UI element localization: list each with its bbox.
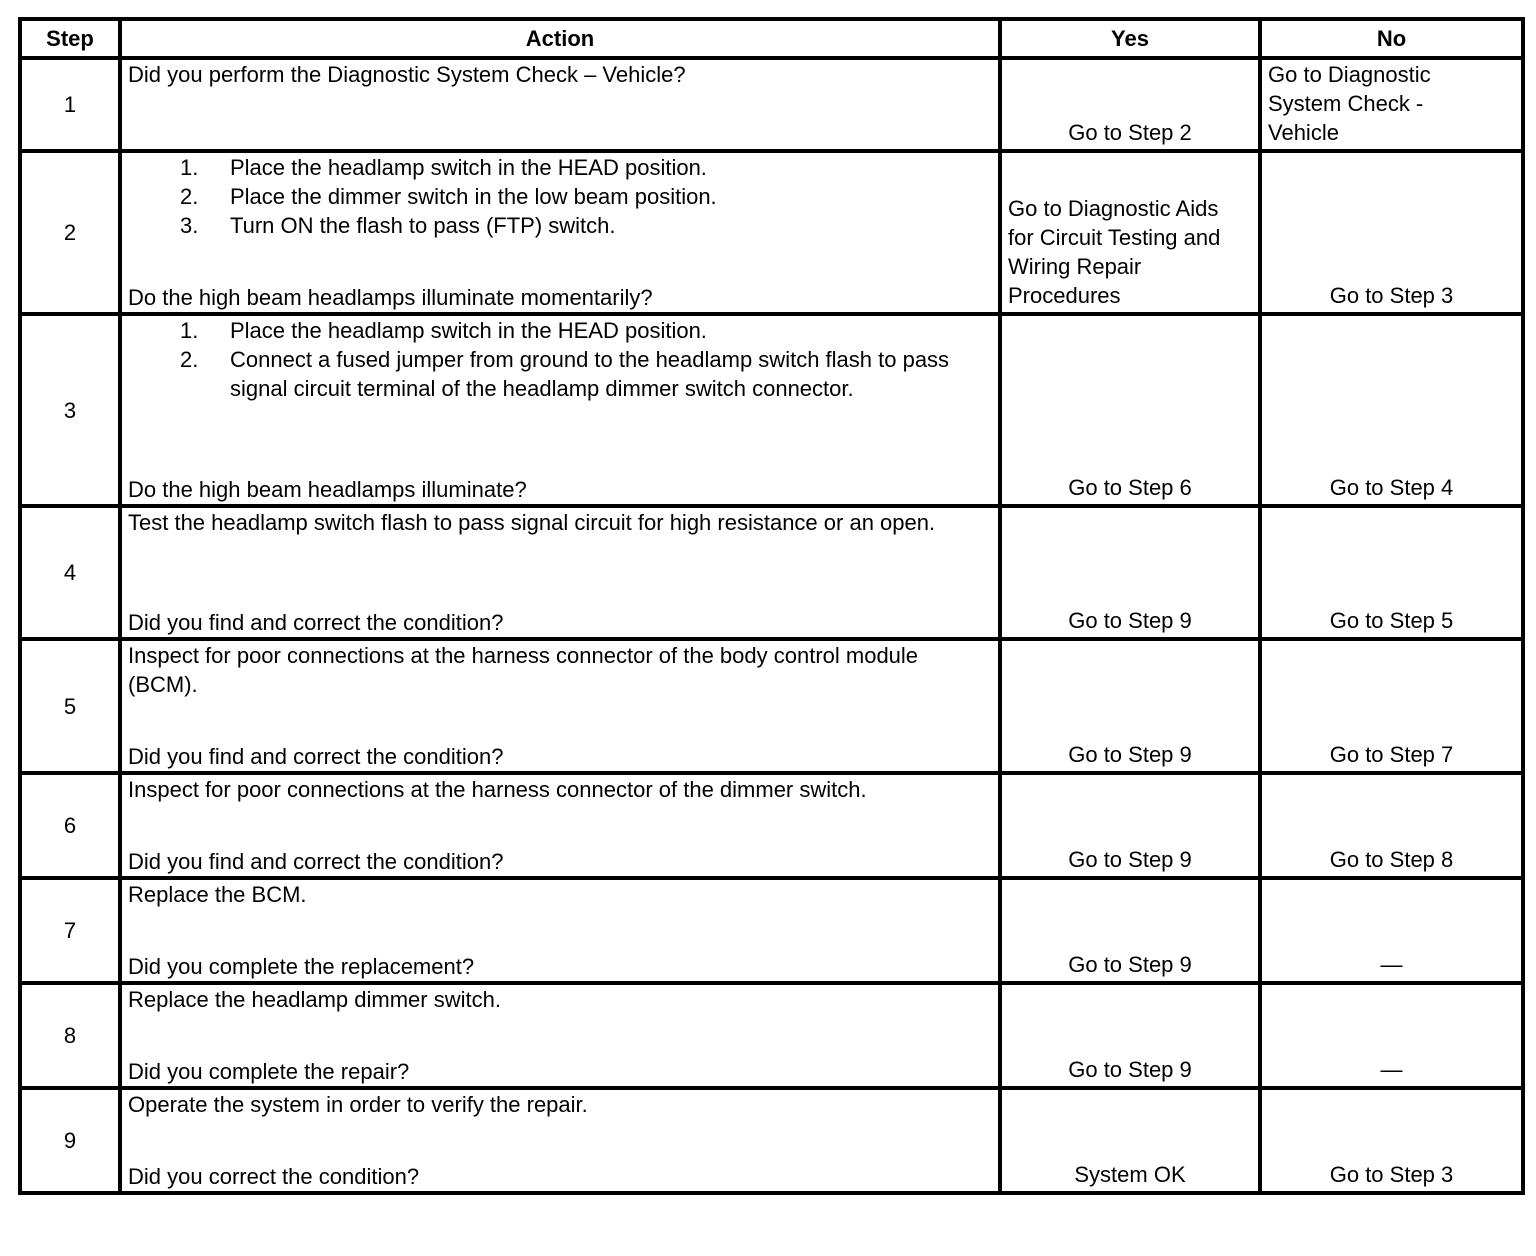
no-result-line: Vehicle	[1268, 120, 1339, 145]
action-instructions	[128, 880, 992, 909]
instruction-list	[128, 316, 992, 403]
yes-result-line: Go to Step 9	[1068, 1057, 1192, 1082]
action-intro: Replace the headlamp dimmer switch.	[128, 987, 501, 1012]
action-instructions	[128, 641, 992, 699]
action-cell	[120, 58, 1000, 151]
table-row	[20, 1088, 1523, 1193]
yes-result-line: Go to Step 9	[1068, 847, 1192, 872]
action-instructions	[128, 316, 992, 403]
action-instructions	[128, 153, 992, 240]
instruction-list	[128, 153, 992, 240]
action-question: Do the high beam headlamps illuminate?	[128, 477, 527, 502]
instruction-number: 2.	[180, 184, 199, 209]
instruction-number: 1.	[180, 155, 199, 180]
instruction-text: Place the headlamp switch in the HEAD position.	[230, 155, 707, 180]
action-question: Did you correct the condition?	[128, 1164, 420, 1189]
table-row	[20, 151, 1523, 314]
action-content	[128, 316, 992, 504]
action-content	[128, 775, 992, 876]
action-intro: Test the headlamp switch flash to pass signal circuit for high resistance or an open.	[128, 510, 936, 535]
step-number: 5	[20, 639, 120, 773]
action-instructions	[128, 775, 992, 804]
action-question: Did you complete the repair?	[128, 1059, 410, 1084]
yes-result-line: Go to Diagnostic Aids	[1008, 196, 1219, 221]
table-row	[20, 773, 1523, 878]
action-intro: Replace the BCM.	[128, 882, 307, 907]
action-content	[128, 508, 992, 637]
action-question: Do the high beam headlamps illuminate momentarily?	[128, 285, 653, 310]
no-result-line: Go to Step 7	[1329, 742, 1454, 767]
action-content	[128, 60, 992, 149]
yes-result-line: Procedures	[1008, 283, 1121, 308]
instruction-item	[128, 211, 992, 240]
action-cell	[120, 773, 1000, 878]
yes-result-line: System OK	[1074, 1162, 1186, 1187]
action-instructions	[128, 1090, 992, 1119]
no-result-line: System Check -	[1268, 91, 1424, 116]
no-result-line: Go to Step 4	[1329, 475, 1454, 500]
yes-result	[1000, 506, 1260, 639]
action-question: Did you find and correct the condition?	[128, 744, 504, 769]
step-number: 1	[20, 58, 120, 151]
action-instructions	[128, 508, 992, 537]
table-row	[20, 878, 1523, 983]
action-instructions	[128, 985, 992, 1014]
yes-result-line: Go to Step 9	[1068, 952, 1192, 977]
yes-result	[1000, 983, 1260, 1088]
no-result	[1260, 773, 1523, 878]
instruction-item	[128, 316, 992, 345]
yes-result	[1000, 151, 1260, 314]
action-content	[128, 641, 992, 771]
yes-result	[1000, 878, 1260, 983]
yes-result-line: for Circuit Testing and	[1008, 225, 1221, 250]
no-result-line: Go to Step 3	[1329, 1162, 1454, 1187]
no-result-line: Go to Step 5	[1329, 608, 1454, 633]
header-action: Action	[120, 19, 1000, 58]
table-row	[20, 58, 1523, 151]
action-question: Did you find and correct the condition?	[128, 849, 504, 874]
header-step: Step	[20, 19, 120, 58]
table-row	[20, 983, 1523, 1088]
table-row	[20, 639, 1523, 773]
instruction-text: Place the headlamp switch in the HEAD position.	[230, 318, 707, 343]
table-row	[20, 314, 1523, 506]
step-number: 7	[20, 878, 120, 983]
instruction-item	[128, 345, 992, 403]
instruction-number: 1.	[180, 318, 199, 343]
yes-result-line: Wiring Repair	[1008, 254, 1142, 279]
action-cell	[120, 314, 1000, 506]
header-no: No	[1260, 19, 1523, 58]
action-content	[128, 985, 992, 1086]
step-number: 4	[20, 506, 120, 639]
no-result-line: —	[1380, 952, 1403, 977]
step-number: 2	[20, 151, 120, 314]
no-result	[1260, 983, 1523, 1088]
instruction-item	[128, 153, 992, 182]
no-result	[1260, 58, 1523, 151]
action-question: Did you complete the replacement?	[128, 954, 475, 979]
no-result-line: Go to Step 8	[1329, 847, 1454, 872]
no-result-line: —	[1380, 1057, 1403, 1082]
action-cell	[120, 878, 1000, 983]
action-cell	[120, 639, 1000, 773]
step-number: 8	[20, 983, 120, 1088]
header-row	[20, 19, 1523, 58]
action-content	[128, 153, 992, 312]
yes-result	[1000, 639, 1260, 773]
yes-result-line: Go to Step 9	[1068, 742, 1192, 767]
no-result-line: Go to Diagnostic	[1268, 62, 1431, 87]
table-row	[20, 506, 1523, 639]
yes-result-line: Go to Step 9	[1068, 608, 1192, 633]
instruction-text: Place the dimmer switch in the low beam position.	[230, 184, 717, 209]
no-result	[1260, 878, 1523, 983]
no-result	[1260, 506, 1523, 639]
yes-result	[1000, 1088, 1260, 1193]
action-intro: Operate the system in order to verify the repair.	[128, 1092, 588, 1117]
yes-result	[1000, 58, 1260, 151]
no-result-line: Go to Step 3	[1329, 283, 1454, 308]
action-cell	[120, 983, 1000, 1088]
header-yes: Yes	[1000, 19, 1260, 58]
instruction-number: 3.	[180, 213, 199, 238]
yes-result	[1000, 773, 1260, 878]
no-result	[1260, 151, 1523, 314]
instruction-number: 2.	[180, 347, 199, 372]
action-instructions	[128, 60, 992, 89]
instruction-text: Turn ON the flash to pass (FTP) switch.	[230, 213, 616, 238]
action-intro: Did you perform the Diagnostic System Check – Vehicle?	[128, 62, 686, 87]
no-result	[1260, 314, 1523, 506]
action-cell	[120, 506, 1000, 639]
action-intro: Inspect for poor connections at the harness connector of the dimmer switch.	[128, 777, 867, 802]
action-question: Did you find and correct the condition?	[128, 610, 504, 635]
yes-result-line: Go to Step 2	[1068, 120, 1192, 145]
diagnostic-table	[18, 17, 1525, 1195]
instruction-item	[128, 182, 992, 211]
instruction-text: Connect a fused jumper from ground to the headlamp switch flash to pass signal circuit terminal of the headlamp dimmer switch connector.	[230, 347, 950, 401]
yes-result	[1000, 314, 1260, 506]
no-result	[1260, 1088, 1523, 1193]
action-content	[128, 880, 992, 981]
yes-result-line: Go to Step 6	[1068, 475, 1192, 500]
step-number: 3	[20, 314, 120, 506]
no-result	[1260, 639, 1523, 773]
action-intro: Inspect for poor connections at the harness connector of the body control module (BCM).	[128, 643, 919, 697]
step-number: 9	[20, 1088, 120, 1193]
step-number: 6	[20, 773, 120, 878]
action-content	[128, 1090, 992, 1191]
action-cell	[120, 151, 1000, 314]
action-cell	[120, 1088, 1000, 1193]
